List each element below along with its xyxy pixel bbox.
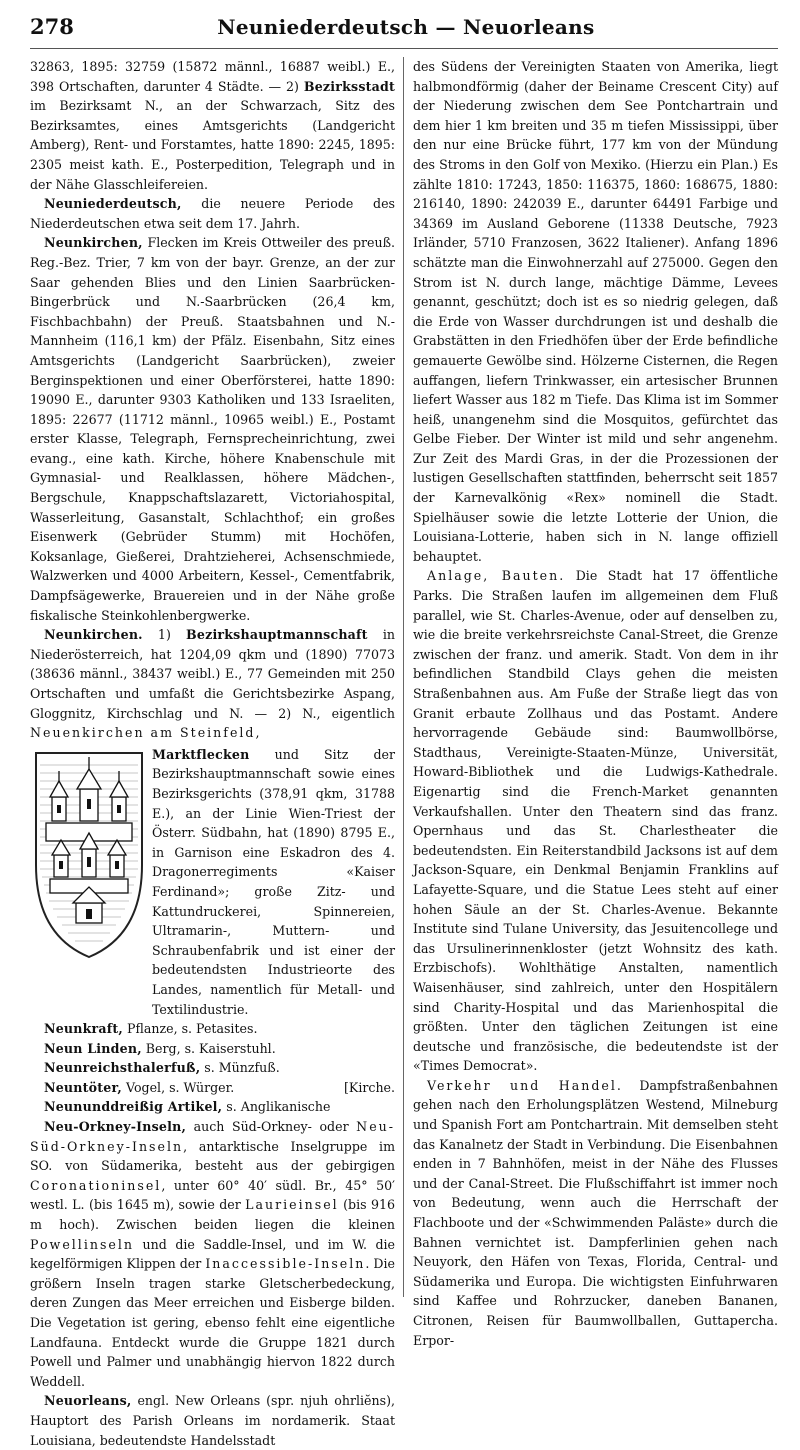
entry-text: Flecken im Kreis Ottweiler des preuß. Reg.-Bez. Trier, 7 km von der bayr. Grenze, an der zur Saar gehenden Blies und den Linien Saarbrücken-Bingerbrück und N.-Saarbrücken (26,4 km, Fischbachbahn) der Preuß. Staatsbahnen und N.-Mannheim (116,1 km) der Pfälz. Eisenbahn, Sitz eines Amtsgerichts (Landgericht Saarbrücken), zweier Berginspektionen und einer Oberförsterei, hatte 1890: 19090 E., darunter 9303 Katholiken und 133 Israeliten, 1895: 22677 (11712 männl., 10965 weibl.) E., Postamt erster Klasse, Telegraph, Fernsprecheinrichtung, zwei evang., eine kath. Kirche, höhere Knabenschule mit Gymnasial- und Realklassen, höhere Mädchen-, Bergschule, Knappschaftslazarett, Victoriahospital, Wasserleitung, Gasanstalt, Schlachthof; ein großes Eisenwerk (Gebrüder Stumm) mit Hochöfen, Koksanlage, Gießerei, Drahtzieherei, Achsenschmiede, Walzwerken und 4000 Arbeitern, Kessel-, Cementfabrik, Dampfsägewerke, Brauereien und in der Nähe große fiskalische Steinkohlenbergwerke. [30,235,396,623]
entry-headword: Neunkirchen. [44,627,143,643]
section-verkehr-handel [413,1076,778,1350]
section-heading: Anlage, Bauten. [427,568,566,584]
entry-subheadword: Bezirkshauptmannschaft [186,627,368,643]
entry-text: Pflanze, s. Petasites. [122,1021,258,1037]
entry-text: die neuere Periode des Niederdeutschen etwa seit dem 17. Jahrh. [30,196,396,231]
entry-neun-linden [30,1039,395,1059]
entry-neununddreissig-artikel [30,1097,395,1117]
entry-neuorleans-continued [413,57,778,566]
entry-neu-orkney-inseln [30,1117,395,1391]
entry-text: in Niederösterreich, hat 1204,09 qkm und (1890) 77073 (38636 männl., 38437 weibl.) E., 77 Gemeinden mit 250 Ortschaften und umfaßt die Gerichtsbezirke Aspang, Gloggnitz, Kirchschlag und N. — 2) N., eigentlich [30,627,396,721]
coat-of-arms-image [30,745,148,963]
entry-neunkraft [30,1019,395,1039]
left-column [30,57,403,1448]
entry-spaced-term: Powellinseln [30,1236,135,1252]
entry-text: und Sitz der Bezirkshauptmannschaft sowie eines Bezirksgerichts (378,91 qkm, 31788 E.), an der Linie Wien-Triest der Österr. Südbahn, hat (1890) 8795 E., in Garnison eine Eskadron des 4. Dragonerregiments «Kaiser Ferdinand»; große Zitz- und Kattundruckerei, Spinnereien, Ultramarin-, Muttern- und Schraubenfabrik und ist einer der bedeutendsten Industrieorte des Landes, namentlich für Metall- und Textilindustrie. [152,746,396,1017]
entry-headword: Neunkraft, [44,1021,123,1037]
running-title: Neuniederdeutsch — Neuorleans [217,15,595,39]
entry-text: Dampfstraßenbahnen gehen nach den Erholungsplätzen Westend, Milneburg und Spanish Fort am Pontchartrain. Mit demselben steht das Kanalnetz der Stadt in Verbindung. Die Eisenbahnen enden in 7 Bahnhöfen, meist in der Nähe des Flusses und der Canal-Street. Die Flußschiffahrt ist immer noch von Bedeutung, wenn auch die Herrschaft der Flachboote und der «Schwimmenden Paläste» durch die Bahnen vernichtet ist. Dampferlinien gehen nach Neuyork, den Häfen von Texas, Florida, Central- und Südamerika und Europa. Die wichtigsten Einfuhrwaren sind Kaffee und Rohrzucker, daneben Bananen, Citronen, Reisen für Baumwollballen, Guttapercha. Erpor- [413,1077,779,1348]
entry-spaced-term: Laurieinsel [245,1197,339,1213]
entry-spaced-term: Inaccessible-Inseln [205,1256,366,1272]
coat-of-arms-block [30,745,395,1019]
entry-text: 32863, 1895: 32759 (15872 männl., 16887 weibl.) E., 398 Ortschaften, darunter 4 Städte. — 2) [30,59,396,94]
page-header [30,14,778,49]
entry-neunkirchen-austria [30,625,395,743]
entry-neunreichsthalerfuss [30,1058,395,1078]
entry-spaced-term: Neu-Süd-Orkney-Inseln [30,1119,396,1154]
entry-text: . Die größern Inseln tragen starke Gletscherbedeckung, deren Zungen das Meer erreichen und Eisberge bilden. Die Vegetation ist gering, ebenso fehlt eine eigentliche Landfauna. Entdeckt wurde die Gruppe 1821 durch Powell und Palmer und unabhängig hiervon 1822 durch Weddell. [30,1256,396,1389]
section-anlage-bauten [413,566,778,1075]
entry-text: im Bezirksamt N., an der Schwarzach, Sitz des Bezirksamtes, eines Amtsgerichts (Landgericht Amberg), Rent- und Forstamtes, hatte 1890: 2245, 1895: 2305 meist kath. E., Posterpedition, Telegraph und in der Nähe Glasschleifereien. [30,98,396,192]
entry-text: Berg, s. Kaiserstuhl. [141,1040,276,1056]
entry-text: (bis 916 m hoch). Zwischen beiden liegen die kleinen [30,1197,396,1233]
entry-text: und die Saddle-Insel, und im W. die kegelförmigen Klippen der [30,1236,396,1272]
entry-headword: Neun Linden, [44,1040,142,1056]
section-heading: Verkehr und Handel. [427,1077,623,1093]
entry-overflow-word: [Kirche. [344,1079,396,1095]
entry-neuntoeter [30,1078,395,1098]
entry-spaced-term: Coronationinsel [30,1177,162,1193]
entry-neuniederdeutsch [30,194,395,233]
entry-text: , unter 60° 40′ südl. Br., 45° 50′ westl. L. (bis 1645 m), sowie der [30,1177,396,1213]
entry-neunkirchen-saar [30,233,395,625]
entry-text: auch Süd-Orkney- oder [186,1119,357,1135]
entry-neuorleans [30,1391,395,1450]
entry-text: , antarktische Inselgruppe im SO. von Südamerika, besteht aus der gebirgigen [30,1138,396,1174]
entry-headword: Neuniederdeutsch, [44,196,182,212]
entry-headword: Neuntöter, [44,1079,122,1095]
entry-text: des Südens der Vereinigten Staaten von Amerika, liegt halbmondförmig (daher der Beiname Crescent City) auf der Niederung zwischen dem See Pontchartrain und dem hier 1 km breiten und 35 m tiefen Mississippi, über den nur eine Brücke führt, 177 km von der Mündung des Stroms in den Golf von Mexiko. (Hierzu ein Plan.) Es zählte 1810: 17243, 1850: 116375, 1860: 168675, 1880: 216140, 1890: 242039 E., darunter 64491 Farbige und 34369 im Ausland Geborene (11338 Deutsche, 7923 Irländer, 5710 Franzosen, 3622 Italiener). Anfang 1896 schätzte man die Einwohnerzahl auf 275000. Gegen den Strom ist N. durch lange, mächtige Dämme, Levees genannt, geschützt; doch ist es so niedrig gelegen, daß die Erde von Wasser durchdrungen ist und deshalb die Grabstätten in den Friedhöfen über der Erde befindliche gemauerte Gewölbe sind. Hölzerne Cisternen, die Regen auffangen, liefern Trinkwasser, ein artesischer Brunnen liefert Wasser aus 182 m Tiefe. Das Klima ist im Sommer heiß, unangenehm sind die Mosquitos, gefürchtet das Gelbe Fieber. Der Winter ist mild und sehr angenehm. Zur Zeit des Mardi Gras, in der die Prozessionen der lustigen Gesellschaften stattfinden, beherrscht seit 1857 der Karnevalkönig «Rex» nominell die Stadt. Spielhäuser sowie die letzte Lotterie der Union, die Louisiana-Lotterie, haben sich in N. lange offiziell behauptet. [413,59,779,564]
entry-text: Vogel, s. Würger. [122,1079,235,1095]
entry-text: s. Münzfuß. [200,1060,280,1076]
entry-spaced-term: Neuenkirchen am Steinfeld [30,725,256,741]
entry-headword: Neunreichsthalerfuß, [44,1060,201,1076]
text-columns [30,57,779,1448]
entry-continuation [30,57,395,194]
entry-text: engl. New Orleans (spr. njuh ohrliĕns), Hauptort des Parish Orleans im nordamerik. Staat Louisiana, bedeutendste Handelsstadt [30,1393,396,1448]
entry-headword: Neununddreißig Artikel, [44,1099,223,1115]
entry-headword: Neunkirchen, [44,235,143,251]
page-number: 278 [30,14,74,39]
entry-text: 1) [142,627,187,643]
entry-text-wrap [152,745,395,1019]
entry-headword: Neuorleans, [44,1393,132,1409]
coat-of-arms-icon [30,745,148,963]
entry-text: Die Stadt hat 17 öffentliche Parks. Die Straßen laufen im allgemeinen dem Fluß parallel, wie St. Charles-Avenue, oder auf denselben zu, wie die breite verkehrsreichste Canal-Street, die Grenze zwischen der franz. und amerik. Stadt. Von dem in ihr befindlichen Standbild Clays gehen die meisten Straßenbahnen aus. Am Fuße der Straße liegt das von Granit erbaute Zollhaus und das Postamt. Andere hervorragende Gebäude sind: Baumwollbörse, Stadthaus, Vereinigte-Staaten-Münze, Universität, Howard-Bibliothek und die Ludwigs-Kathedrale. Eigenartig sind die French-Market genannten Verkaufshallen. Unter den Theatern sind das franz. Opernhaus und das St. Charlestheater die bedeutendsten. Ein Reiterstandbild Jacksons ist auf dem Jackson-Square, ein Denkmal Benjamin Franklins auf Lafayette-Square, und die Statue Lees steht auf einer hohen Säule an der St. Charles-Avenue. Bekannte Institute sind Tulane University, das Jesuitencollege und das Ursulinerinnenkloster (jetzt Wohnsitz des kath. Erzbischofs). Wohlthätige Anstalten, namentlich Waisenhäuser, sind zahlreich, unter den Hospitälern sind Charity-Hospital und das Marienhospital die größten. Unter den täglichen Zeitungen ist eine deutsche und französische, die bedeutendste ist der «Times Democrat». [413,568,779,1074]
entry-headword: Bezirksstadt [303,78,396,94]
entry-subheadword: Marktflecken [152,746,250,762]
right-column [404,57,779,1348]
entry-text: , [255,725,260,741]
entry-text: s. Anglikanische [222,1099,331,1115]
entry-headword: Neu-Orkney-Inseln, [44,1119,187,1135]
